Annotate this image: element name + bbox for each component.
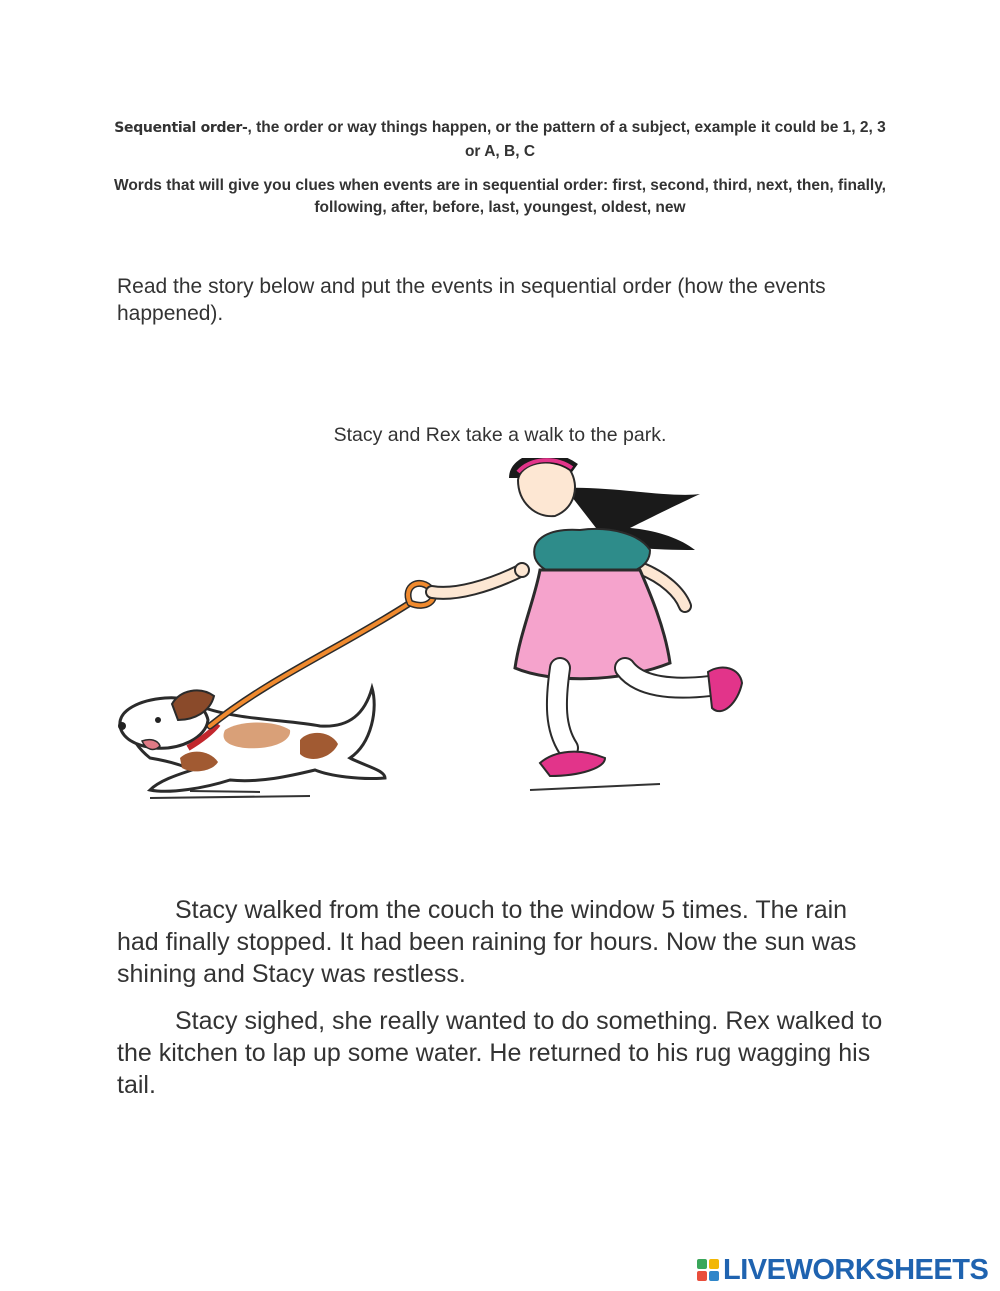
story-paragraph-2-text: Stacy sighed, she really wanted to do something. Rex walked to the kitchen to lap up some water. He returned to his rug wagging his tail.	[117, 1007, 883, 1099]
definition-term: Sequential order-	[114, 120, 248, 136]
girl-walking-dog-illustration	[110, 458, 760, 808]
ground-lines	[150, 784, 660, 798]
leash	[210, 583, 434, 726]
story-paragraph-1	[117, 894, 887, 990]
story-paragraph-1-text: Stacy walked from the couch to the window 5 times. The rain had finally stopped. It had been raining for hours. Now the sun was shining and Stacy was restless.	[117, 896, 857, 988]
logo-squares-icon	[697, 1259, 719, 1281]
definition	[110, 116, 890, 163]
clue-words: Words that will give you clues when events are in sequential order: first, second, third, next, then, finally, following, after, before, last, youngest, oldest, new	[113, 177, 886, 216]
girl-figure	[432, 458, 742, 776]
logo-square-blue	[709, 1271, 719, 1281]
liveworksheets-logo	[697, 1254, 988, 1286]
dog-figure	[118, 688, 385, 791]
definition-text: , the order or way things happen, or the pattern of a subject, example it could be 1, 2, 3 or A, B, C	[247, 119, 886, 160]
logo-square-green	[697, 1259, 707, 1269]
logo-square-yellow	[709, 1259, 719, 1269]
instructions: Read the story below and put the events in sequential order (how the events happened).	[117, 275, 826, 325]
story-paragraph-2	[117, 1005, 887, 1101]
brand-name: LIVEWORKSHEETS	[723, 1253, 989, 1286]
logo-square-red	[697, 1271, 707, 1281]
illustration-caption: Stacy and Rex take a walk to the park.	[333, 424, 667, 446]
